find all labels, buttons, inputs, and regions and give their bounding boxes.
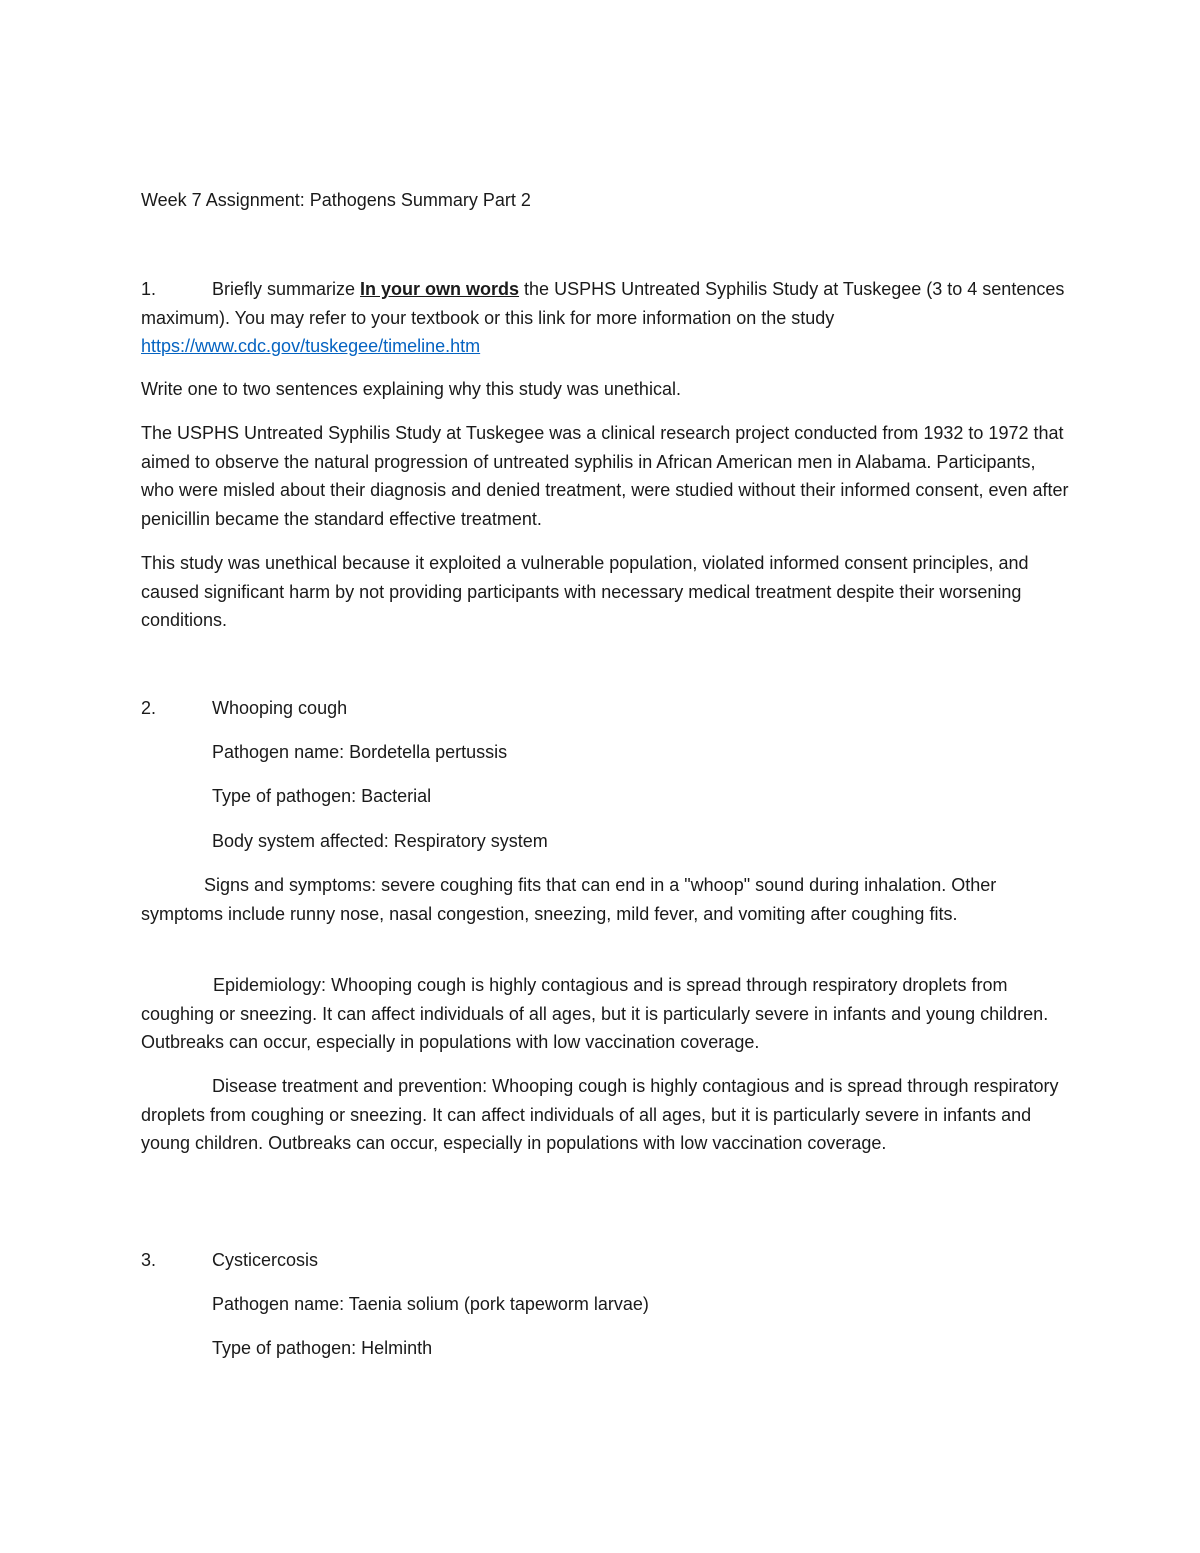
question-1-number: 1. — [141, 279, 157, 299]
question-2-signs-symptoms: Signs and symptoms: severe coughing fits that can end in a "whoop" sound during inhalation. Other symptoms include runny nose, nasal congestion, sneezing, mild fever, and vomiting after coughing fits. — [141, 875, 997, 924]
prompt-text-before: Briefly summarize — [212, 279, 361, 299]
cdc-timeline-link[interactable]: https://www.cdc.gov/tuskegee/timeline.htm — [141, 336, 481, 356]
question-2-pathogen-type: Type of pathogen: Bacterial — [212, 786, 432, 806]
prompt-emphasis: In your own words — [360, 279, 520, 299]
question-2-number: 2. — [141, 698, 157, 718]
question-2-heading — [141, 694, 1071, 723]
question-2-disease: Whooping cough — [212, 698, 348, 718]
question-1-answer-1: The USPHS Untreated Syphilis Study at Tuskegee was a clinical research project conducted from 1932 to 1972 that aimed to observe the natural progression of untreated syphilis in African American men in Alabama. Participants, who were misled about their diagnosis and denied treatment, were studied without their informed consent, even after penicillin became the standard effective treatment. — [141, 423, 1069, 529]
question-2-epidemiology: Epidemiology: Whooping cough is highly contagious and is spread through respiratory droplets from coughing or sneezing. It can affect individuals of all ages, but it is particularly severe in infants and young children. Outbreaks can occur, especially in populations with low vaccination coverage. — [141, 975, 1049, 1052]
prompt-text-after: the USPHS Untreated Syphilis Study at Tuskegee (3 to 4 sentences maximum). You may refer to your textbook or this link for more information on the study — [141, 279, 1065, 328]
question-3-pathogen-name: Pathogen name: Taenia solium (pork tapeworm larvae) — [212, 1294, 649, 1314]
question-3-heading — [141, 1246, 1071, 1275]
question-3-number: 3. — [141, 1250, 157, 1270]
document-title: Week 7 Assignment: Pathogens Summary Part 2 — [141, 190, 531, 210]
question-2-pathogen-name: Pathogen name: Bordetella pertussis — [212, 742, 508, 762]
question-1-prompt-2: Write one to two sentences explaining why this study was unethical. — [141, 379, 681, 399]
question-2-treatment-prevention: Disease treatment and prevention: Whooping cough is highly contagious and is spread through respiratory droplets from coughing or sneezing. It can affect individuals of all ages, but it is particularly severe in infants and young children. Outbreaks can occur, especially in populations with low vaccination coverage. — [141, 1076, 1059, 1153]
question-1-prompt — [141, 275, 1071, 361]
question-3-pathogen-type: Type of pathogen: Helminth — [212, 1338, 433, 1358]
question-3-disease: Cysticercosis — [212, 1250, 319, 1270]
question-1-answer-2: This study was unethical because it exploited a vulnerable population, violated informed consent principles, and caused significant harm by not providing participants with necessary medical treatment despite their worsening conditions. — [141, 553, 1029, 630]
question-2-body-system: Body system affected: Respiratory system — [212, 831, 548, 851]
